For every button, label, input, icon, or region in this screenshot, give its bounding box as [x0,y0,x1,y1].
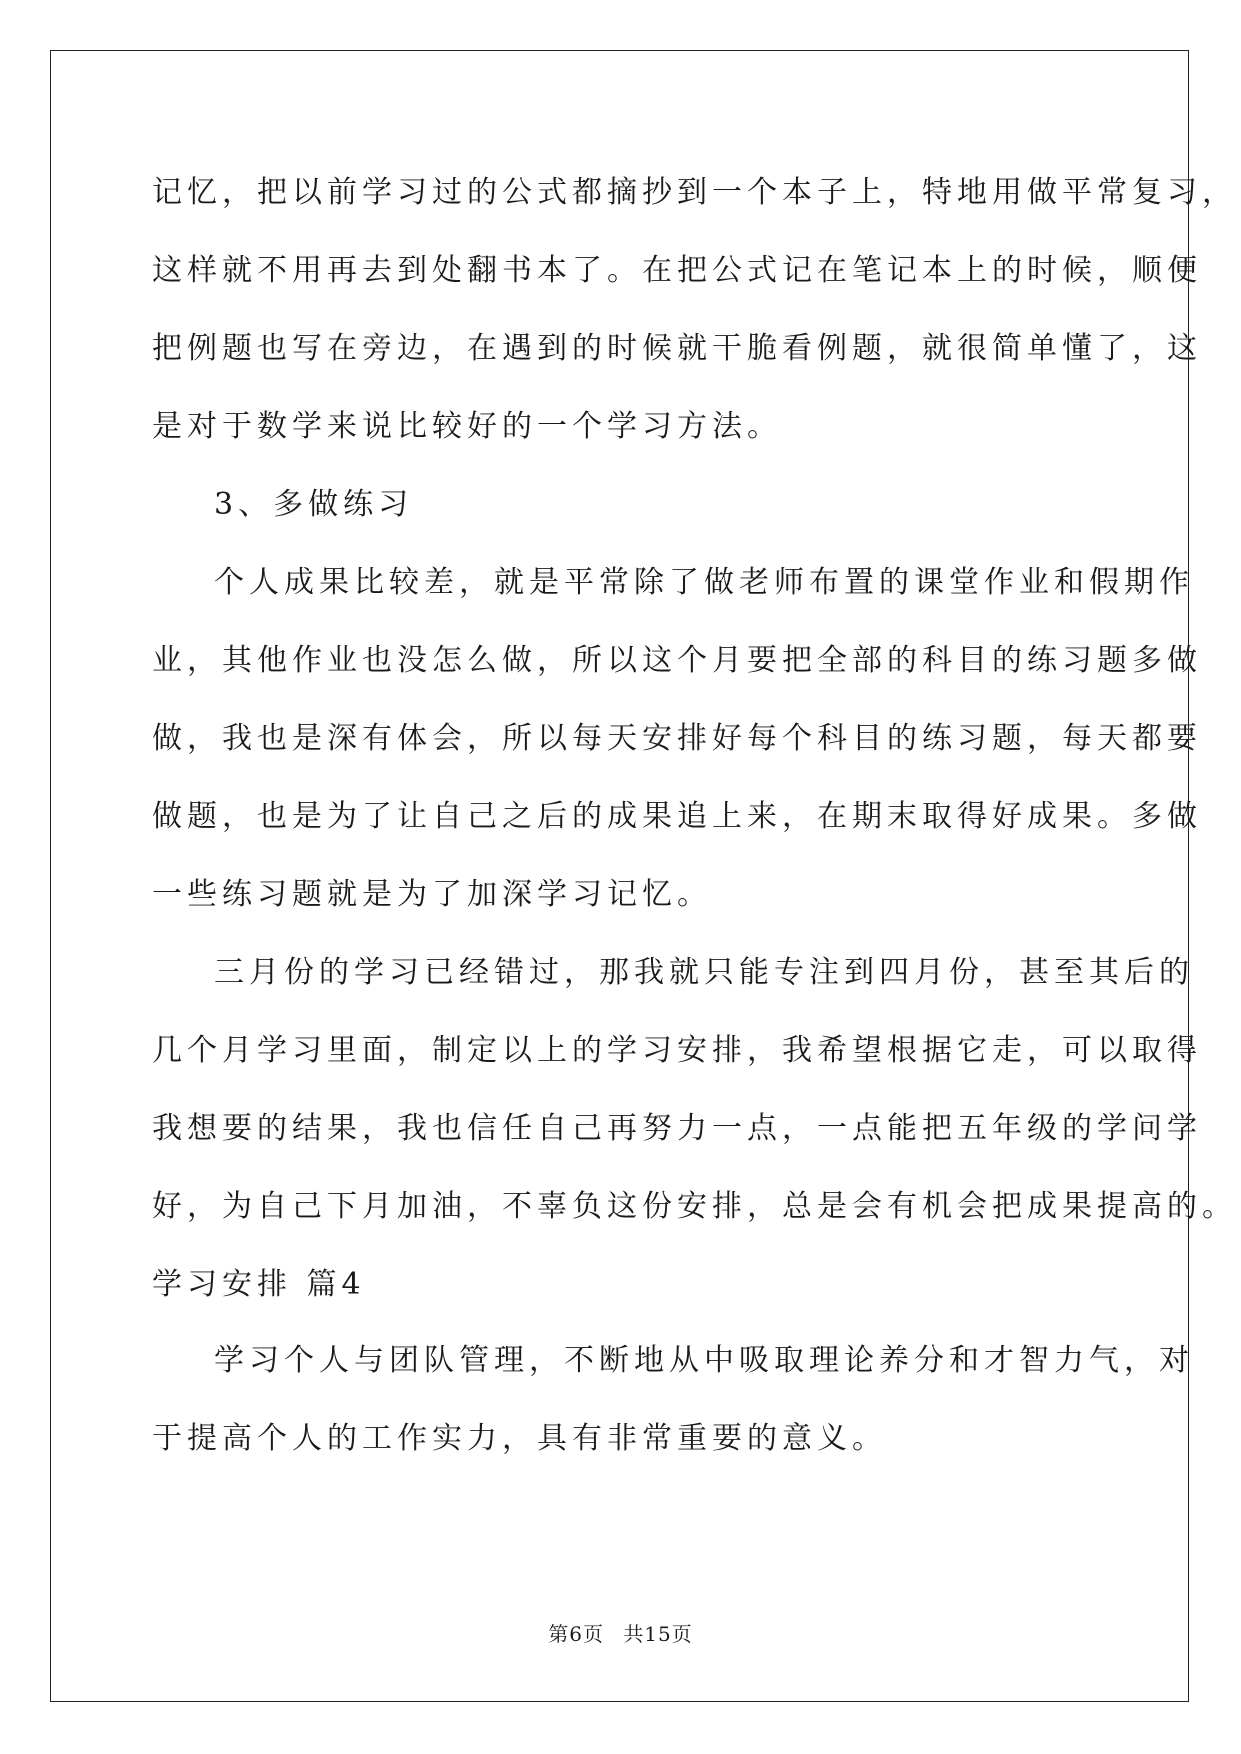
page-total: 共15页 [623,1622,693,1646]
text-line: 个人成果比较差，就是平常除了做老师布置的课堂作业和假期作 [214,565,1194,600]
text-line: 我想要的结果，我也信任自己再努力一点，一点能把五年级的学问学 [152,1111,1202,1146]
section-heading: 3、多做练习 [214,487,414,522]
text-line: 好，为自己下月加油，不辜负这份安排，总是会有机会把成果提高的。 [152,1189,1237,1224]
text-line: 记忆，把以前学习过的公式都摘抄到一个本子上，特地用做平常复习， [152,175,1237,210]
text-line: 做题，也是为了让自己之后的成果追上来，在期末取得好成果。多做 [152,799,1202,834]
text-line: 几个月学习里面，制定以上的学习安排，我希望根据它走，可以取得 [152,1033,1202,1068]
text-line: 这样就不用再去到处翻书本了。在把公式记在笔记本上的时候，顺便 [152,253,1202,288]
article-heading: 学习安排 篇4 [152,1267,366,1302]
document-body [152,163,1237,1487]
text-line: 一些练习题就是为了加深学习记忆。 [152,877,712,912]
text-line: 是对于数学来说比较好的一个学习方法。 [152,409,782,444]
text-line: 三月份的学习已经错过，那我就只能专注到四月份，甚至其后的 [214,955,1194,990]
page-number: 第6页 [548,1622,604,1646]
page-footer [0,1618,1241,1647]
text-line: 学习个人与团队管理，不断地从中吸取理论养分和才智力气，对 [214,1343,1194,1378]
text-line: 业，其他作业也没怎么做，所以这个月要把全部的科目的练习题多做 [152,643,1202,678]
text-line: 于提高个人的工作实力，具有非常重要的意义。 [152,1421,887,1456]
text-line: 把例题也写在旁边，在遇到的时候就干脆看例题，就很简单懂了，这 [152,331,1202,366]
text-line: 做，我也是深有体会，所以每天安排好每个科目的练习题，每天都要 [152,721,1202,756]
